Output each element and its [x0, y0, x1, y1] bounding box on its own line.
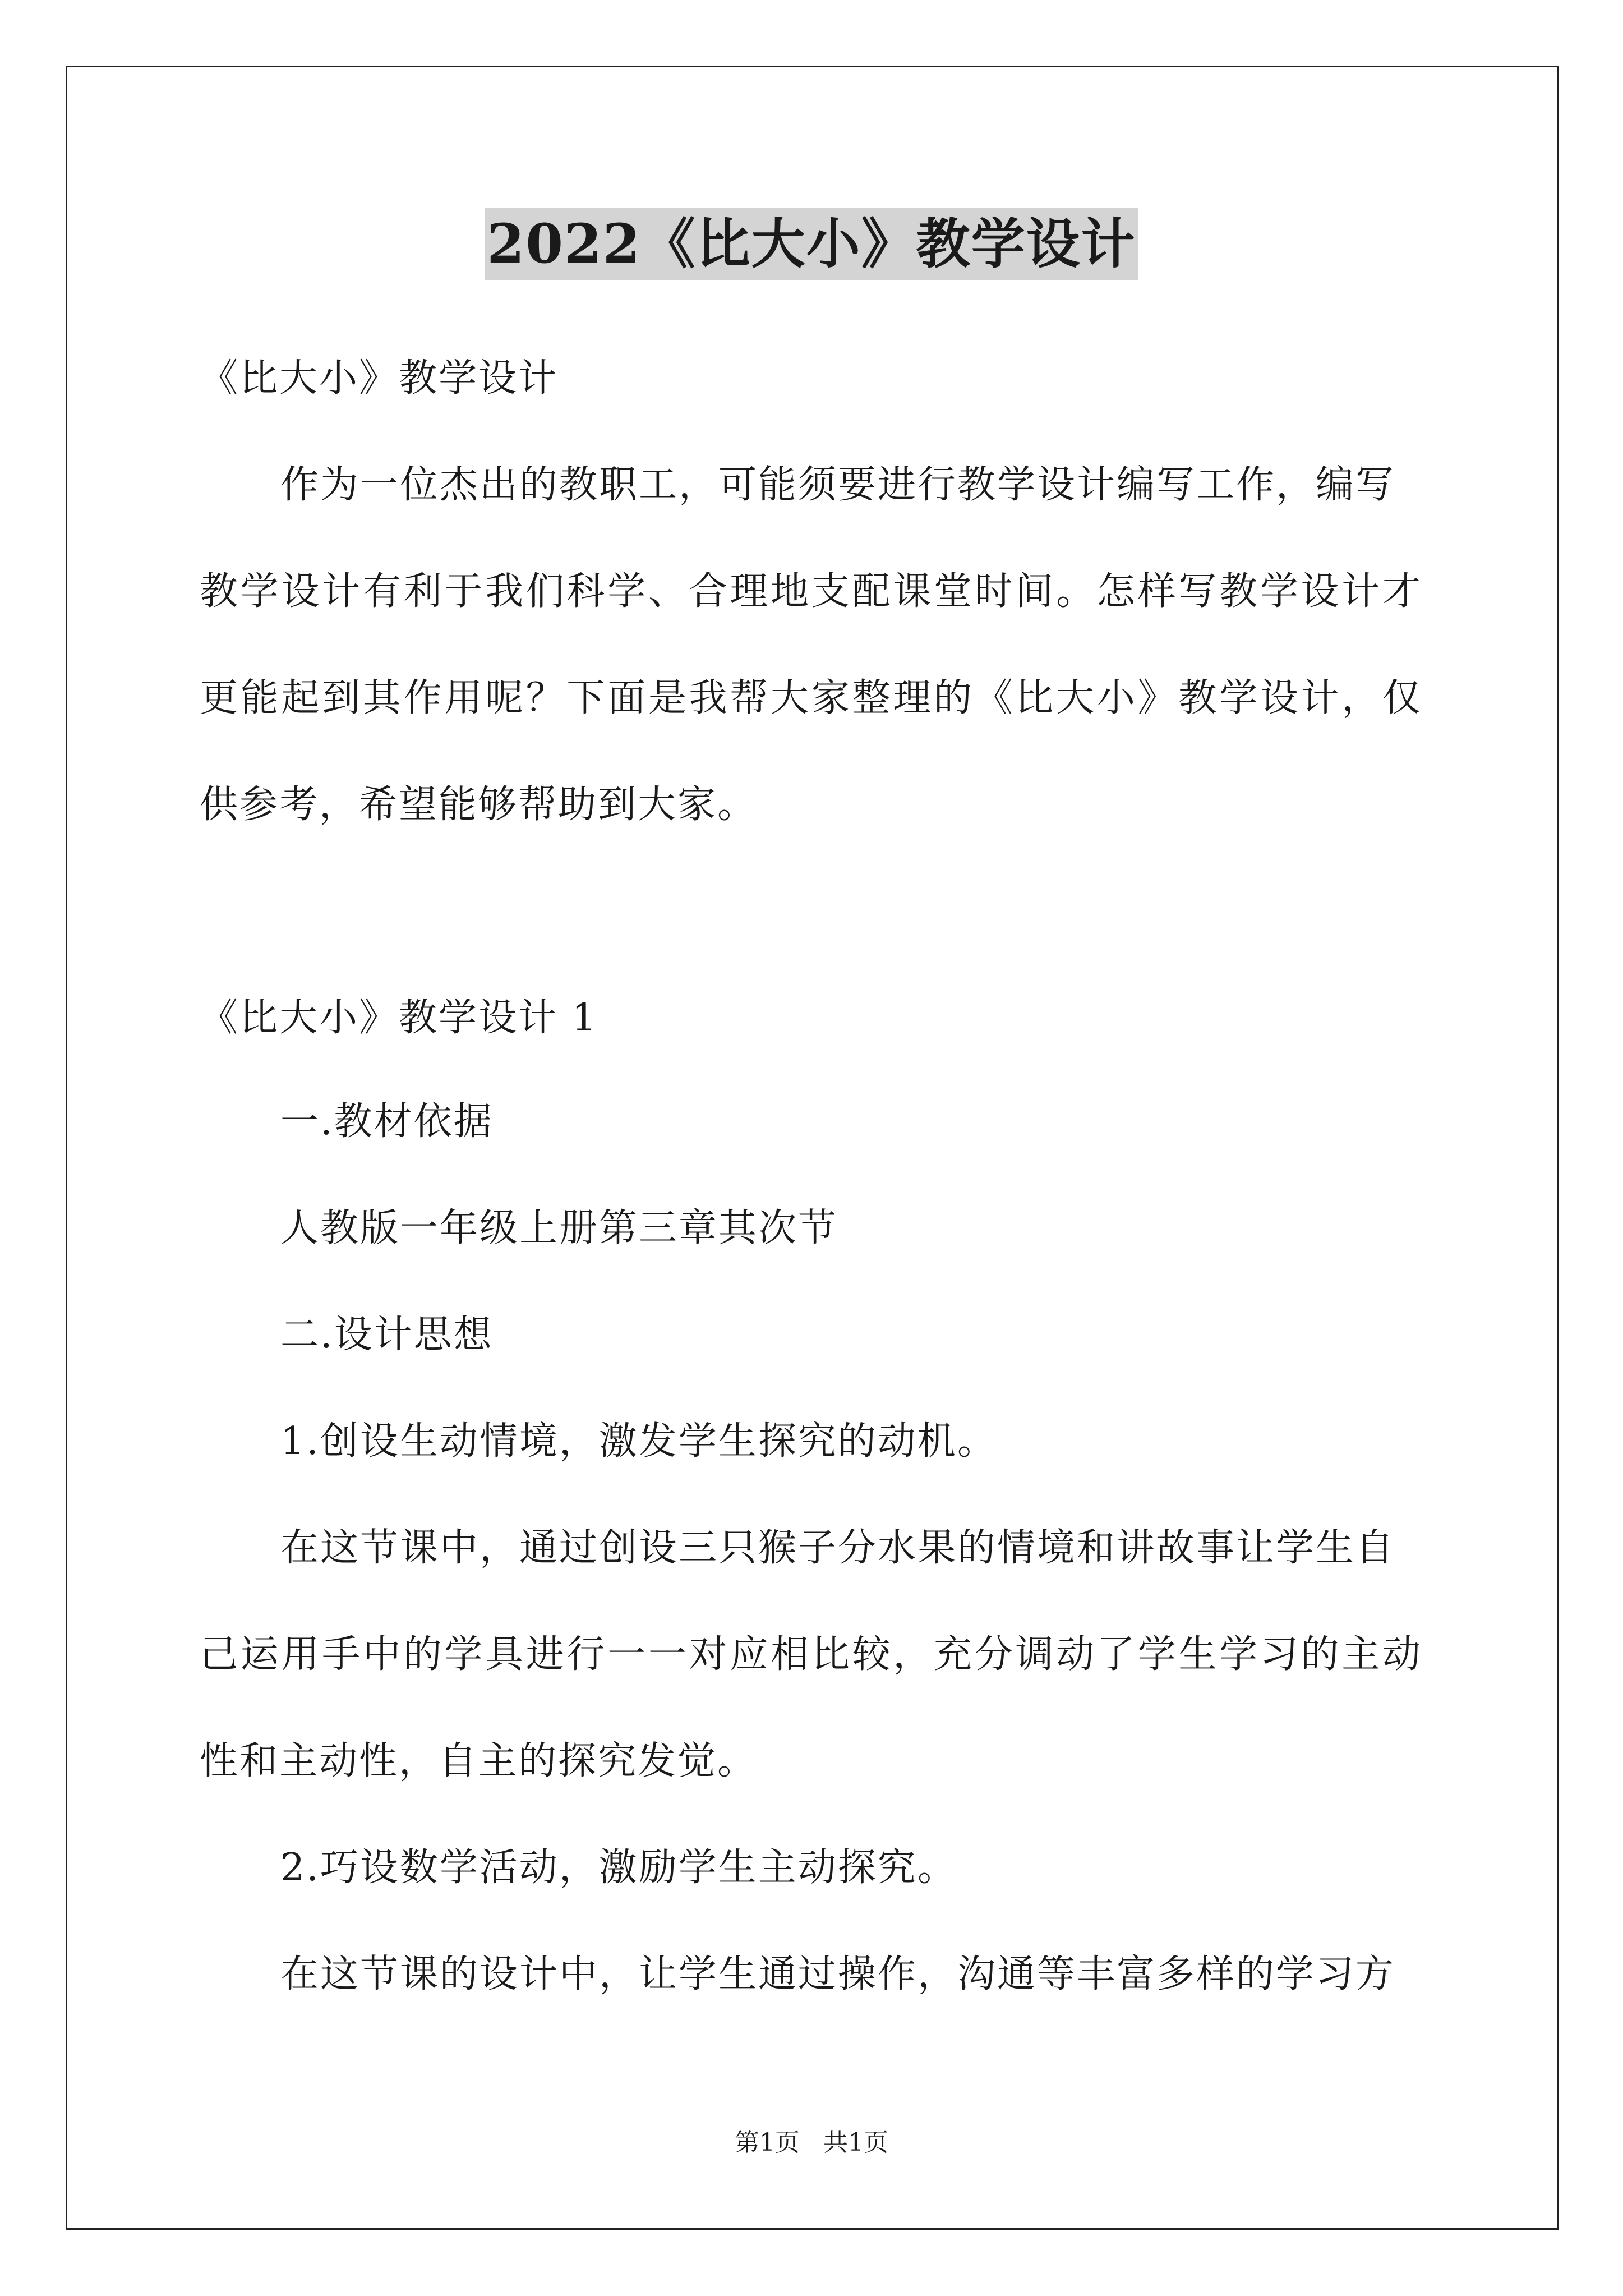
document-title: 2022《比大小》教学设计: [485, 208, 1138, 280]
paragraph-line: 己运用手中的学具进行一一对应相比较，充分调动了学生学习的主动: [200, 1632, 1422, 1677]
intro-line: 更能起到其作用呢？下面是我帮大家整理的《比大小》教学设计，仅: [200, 676, 1422, 720]
section-heading: 《比大小》教学设计 1: [200, 996, 598, 1040]
paragraph-line: 在这节课中，通过创设三只猴子分水果的情境和讲故事让学生自: [280, 1526, 1396, 1570]
subtitle: 《比大小》教学设计: [200, 356, 559, 401]
list-item: 二.设计思想: [280, 1313, 494, 1357]
list-item: 一.教材依据: [280, 1099, 494, 1144]
document-title-container: [0, 208, 1623, 280]
page-footer: 第1页 共1页: [735, 2128, 888, 2157]
paragraph-line: 性和主动性，自主的探究发觉。: [200, 1739, 758, 1783]
intro-line: 教学设计有利于我们科学、合理地支配课堂时间。怎样写教学设计才: [200, 569, 1422, 614]
paragraph-line: 在这节课的设计中，让学生通过操作，沟通等丰富多样的学习方: [280, 1952, 1396, 1996]
list-item: 2.巧设数学活动，激励学生主动探究。: [280, 1846, 957, 1890]
list-item: 1.创设生动情境，激发学生探究的动机。: [280, 1419, 997, 1464]
list-item: 人教版一年级上册第三章其次节: [280, 1206, 838, 1250]
intro-line: 作为一位杰出的教职工，可能须要进行教学设计编写工作，编写: [280, 463, 1396, 507]
intro-line: 供参考，希望能够帮助到大家。: [200, 783, 758, 827]
